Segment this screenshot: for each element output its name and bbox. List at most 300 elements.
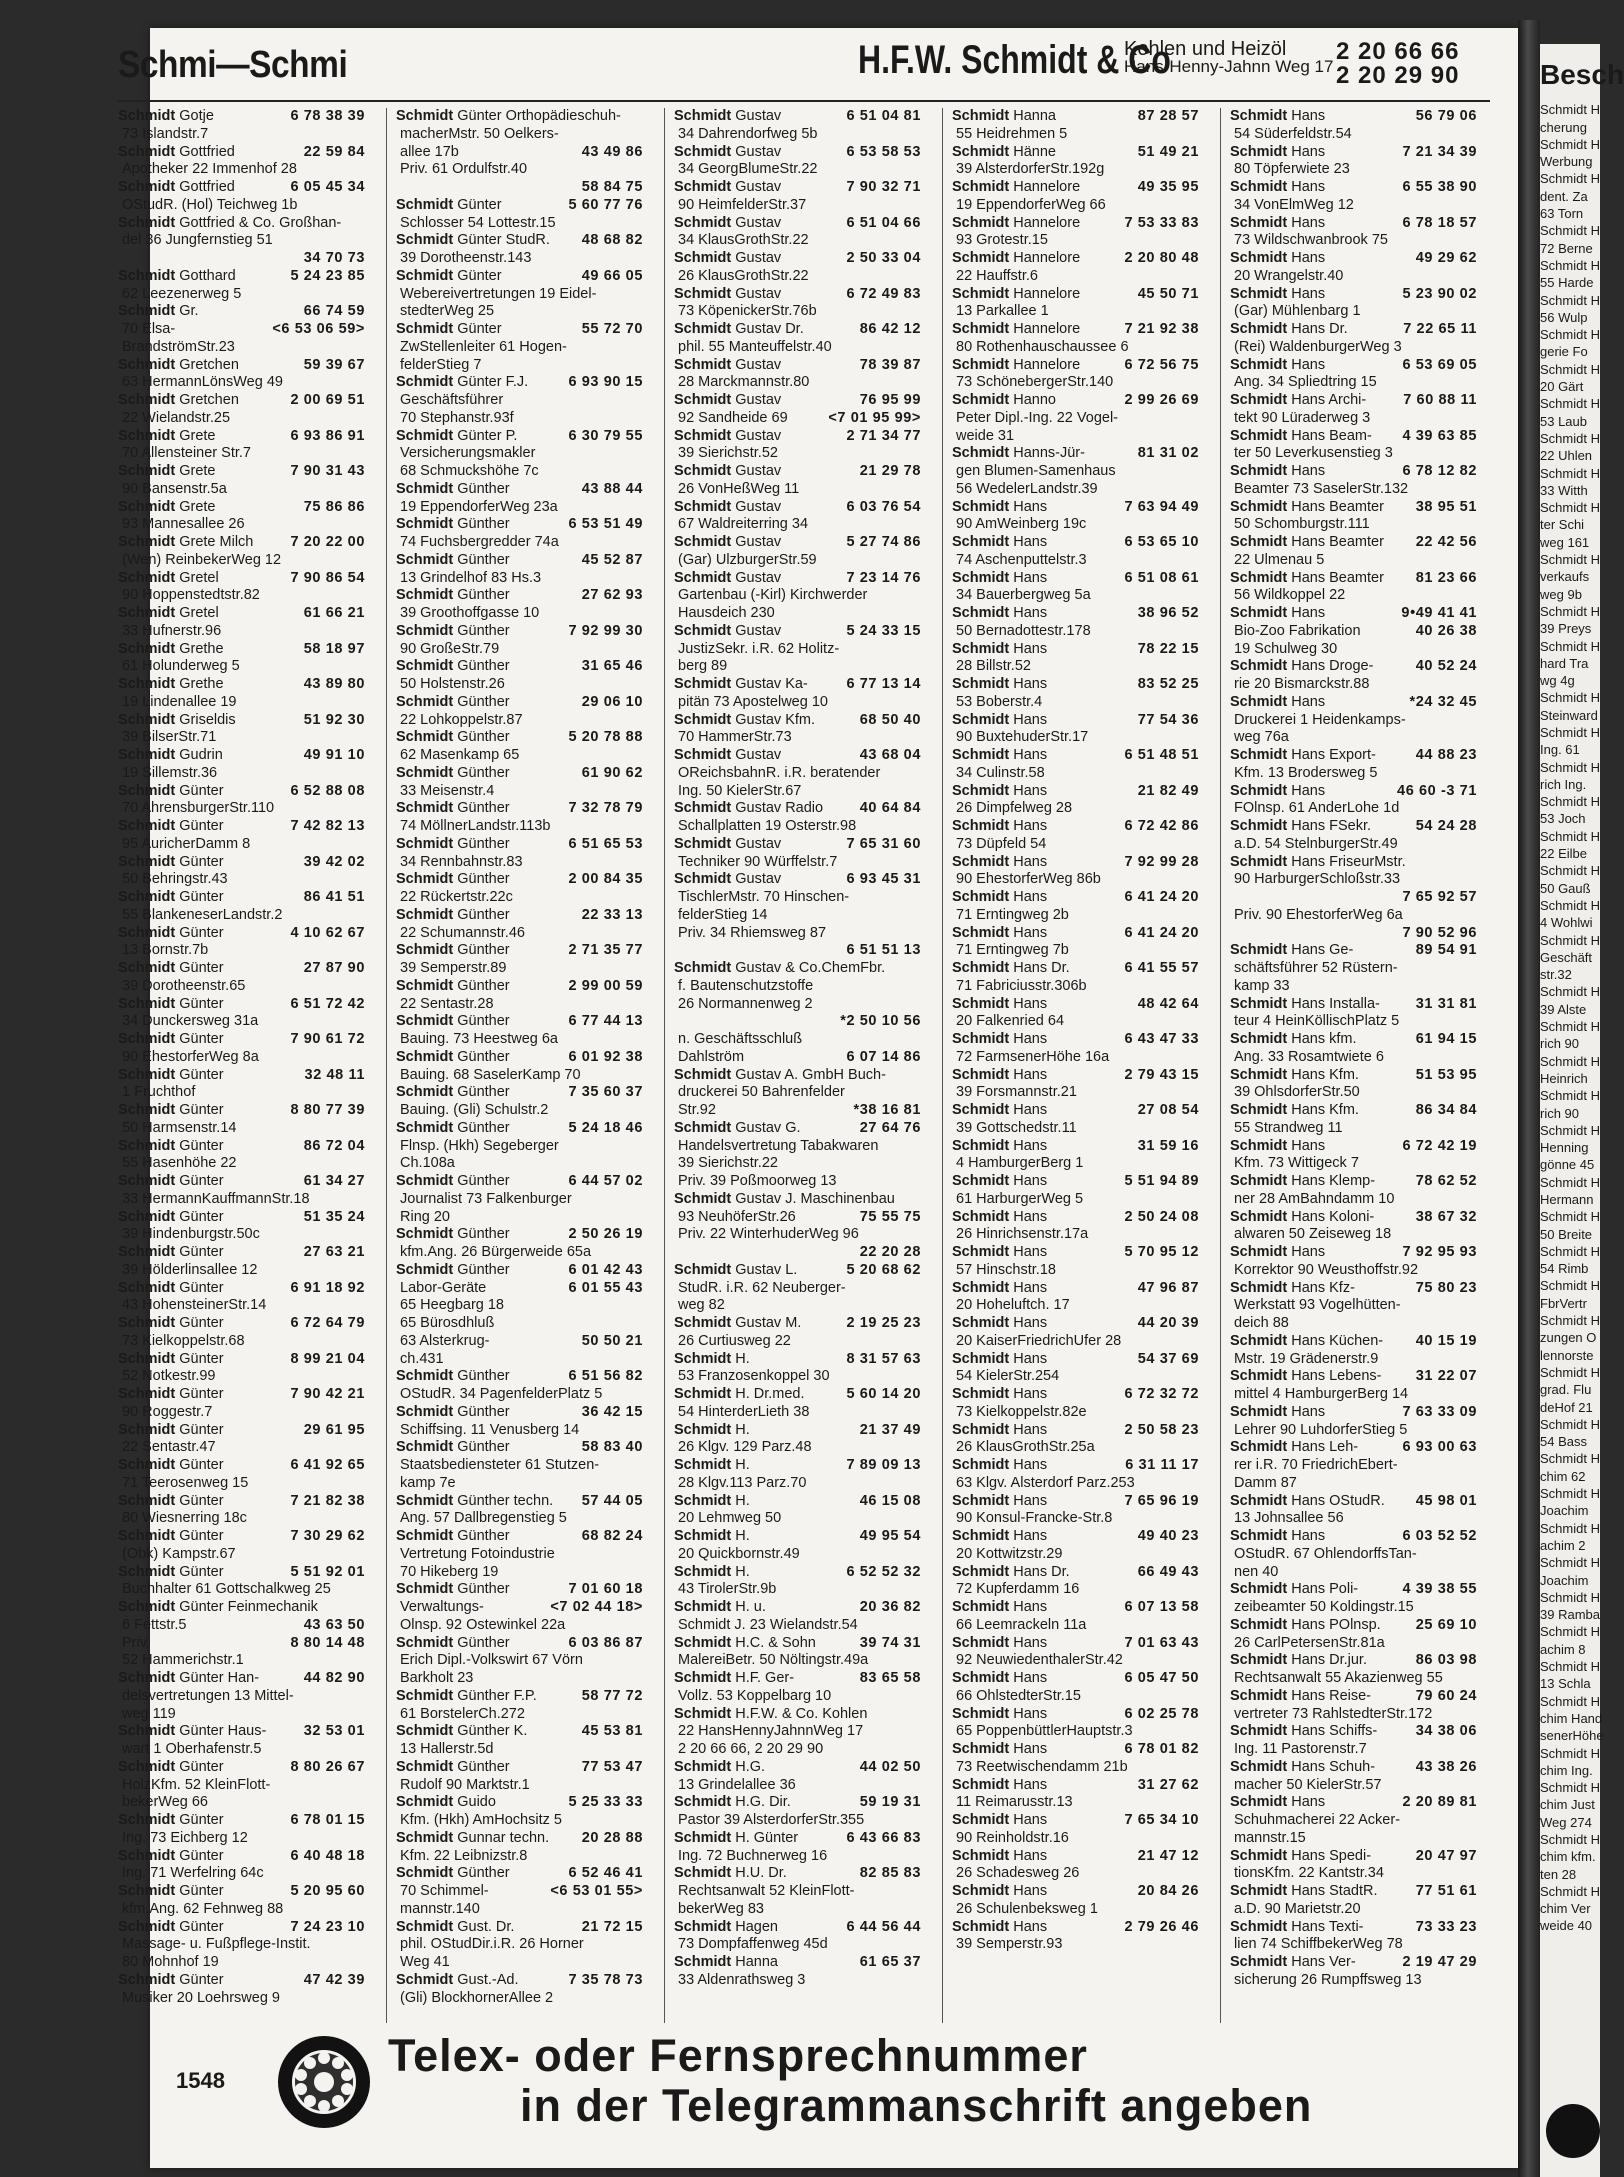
adjacent-page-line: 22 Uhlen xyxy=(1540,448,1593,464)
listing-entry-line xyxy=(952,1546,1199,1564)
entry-details: Buchhalter 61 Gottschalkweg 25 xyxy=(122,1581,331,1598)
entry-text xyxy=(674,126,817,144)
entry-details: H. xyxy=(735,1528,750,1544)
entry-phone: 7 32 78 79 xyxy=(568,800,643,817)
entry-details: Günther xyxy=(457,693,510,710)
adjacent-page-line: Schmidt H xyxy=(1540,171,1600,187)
entry-phone: 44 88 23 xyxy=(1415,747,1477,763)
entry-text xyxy=(674,1688,831,1706)
entry-text xyxy=(1230,1954,1356,1972)
entry-details: (Gli) BlockhornerAllee 2 xyxy=(400,1989,554,2006)
entry-phone: 34 38 06 xyxy=(1415,1723,1477,1740)
listing-entry-line xyxy=(1230,1049,1477,1067)
adjacent-page-line: Schmidt H xyxy=(1540,1520,1600,1536)
listing-entry-line xyxy=(952,1865,1199,1883)
entry-details: 93 NeuhöferStr.26 xyxy=(678,1208,796,1225)
entry-text xyxy=(396,658,510,676)
entry-text xyxy=(118,800,274,818)
entry-details: Gustav & Co.ChemFbr. xyxy=(735,960,886,976)
entry-surname: Schmidt xyxy=(396,1528,454,1544)
listing-entry xyxy=(118,676,365,694)
entry-text xyxy=(1230,1581,1358,1599)
entry-details: kamp 7e xyxy=(400,1474,456,1491)
entry-details: 63 HermannLönsWeg 49 xyxy=(122,374,283,391)
entry-details: Mstr. 19 Grädenerstr.9 xyxy=(1234,1350,1379,1367)
entry-phone: 6 53 69 05 xyxy=(1402,356,1477,373)
listing-entry xyxy=(118,1528,365,1546)
entry-text xyxy=(1230,1191,1394,1209)
entry-text xyxy=(674,1830,798,1848)
entry-details: 20 KaiserFriedrichUfer 28 xyxy=(956,1332,1122,1349)
entry-text xyxy=(118,1368,216,1386)
listing-entry xyxy=(396,1830,643,1848)
listing-entry-line xyxy=(952,978,1199,996)
entry-text xyxy=(674,960,885,978)
listing-entry-line xyxy=(674,1439,921,1457)
entry-details: 43 HohensteinerStr.14 xyxy=(122,1297,267,1314)
listing-entry-line xyxy=(952,800,1199,818)
entry-details: 39 Hindenburgstr.50c xyxy=(122,1226,260,1243)
entry-details: Olnsp. 92 Ostewinkel 22a xyxy=(400,1616,566,1633)
entry-details: weg 76a xyxy=(1234,729,1289,746)
entry-phone: 75 86 86 xyxy=(303,498,365,515)
listing-entry xyxy=(674,1794,921,1812)
entry-text xyxy=(118,197,297,215)
entry-details: OStudR. 34 PagenfelderPlatz 5 xyxy=(400,1386,603,1402)
listing-entry-line xyxy=(674,339,921,357)
entry-text xyxy=(1230,1723,1377,1741)
dial-hole xyxy=(318,2100,330,2112)
adjacent-page-line: Schmidt H xyxy=(1540,638,1600,654)
entry-phone: 2 19 47 29 xyxy=(1402,1954,1477,1970)
entry-surname: Schmidt xyxy=(674,1794,732,1811)
entry-text xyxy=(396,286,596,304)
entry-surname: Schmidt xyxy=(952,1457,1010,1473)
listing-entry xyxy=(1230,1280,1477,1298)
entry-details: 39 Sierichstr.52 xyxy=(678,445,778,462)
entry-text xyxy=(952,321,1080,339)
entry-phone: 8 31 57 63 xyxy=(846,1350,921,1367)
entry-details: Günter xyxy=(179,1244,224,1260)
entry-phone: 86 72 04 xyxy=(303,1137,365,1154)
entry-text xyxy=(1230,1901,1361,1919)
entry-text xyxy=(952,268,1038,286)
entry-surname: Schmidt xyxy=(396,108,454,124)
adjacent-page-line: Werbung xyxy=(1540,154,1593,170)
listing-entry-line xyxy=(674,1883,921,1901)
entry-text xyxy=(1230,800,1399,818)
entry-details: 90 EhestorferWeg 8a xyxy=(122,1048,259,1065)
entry-text xyxy=(396,1883,489,1901)
entry-details: Hans Küchen- xyxy=(1291,1332,1384,1349)
entry-details: 73 Kielkoppelstr.82e xyxy=(956,1403,1087,1420)
listing-entry-line xyxy=(1230,1936,1477,1954)
entry-details: 55 Strandweg 11 xyxy=(1234,1119,1343,1136)
listing-entry-line xyxy=(118,1706,365,1724)
listing-entry-line xyxy=(396,534,643,552)
entry-details: Bauing. 73 Heestweg 6a xyxy=(400,1031,558,1047)
entry-text xyxy=(396,1848,527,1866)
entry-details: Hans xyxy=(1013,1066,1048,1083)
listing-entry-line xyxy=(674,1049,921,1067)
entry-phone: 61 34 27 xyxy=(303,1173,365,1189)
entry-surname: Schmidt xyxy=(952,1386,1010,1402)
entry-text xyxy=(674,1351,750,1369)
entry-text xyxy=(396,1972,518,1990)
entry-details: Rudolf 90 Marktstr.1 xyxy=(400,1776,530,1793)
entry-details: schäftsführer 52 Rüstern- xyxy=(1234,960,1398,976)
adjacent-page-line: 33 Witth xyxy=(1540,482,1588,498)
footer-advert-line2: in der Telegrammanschrift angeben xyxy=(520,2080,1313,2131)
listing-entry xyxy=(396,1262,643,1280)
entry-text xyxy=(1230,889,1234,907)
listing-entry xyxy=(952,499,1199,517)
entry-phone: 7 92 95 93 xyxy=(1402,1244,1477,1260)
entry-details: H. Günter xyxy=(735,1829,799,1846)
entry-details: Ch.108a xyxy=(400,1155,455,1172)
entry-text xyxy=(1230,871,1400,889)
entry-details: Günther xyxy=(457,977,510,994)
entry-details: 26 Schadesweg 26 xyxy=(956,1865,1080,1882)
entry-phone: 6 41 24 20 xyxy=(1124,924,1199,941)
entry-phone: 6 72 42 19 xyxy=(1402,1137,1477,1154)
entry-details: 26 Schulenbeksweg 1 xyxy=(956,1900,1098,1917)
entry-phone: 5 70 95 12 xyxy=(1124,1244,1199,1260)
entry-surname: Schmidt xyxy=(118,1421,176,1438)
listing-entry-line xyxy=(1230,1599,1477,1617)
entry-text xyxy=(952,499,1047,517)
entry-details: 55 Hasenhöhe 22 xyxy=(122,1155,237,1172)
entry-phone: 81 23 66 xyxy=(1415,569,1477,586)
entry-details: tekt 90 Lüraderweg 3 xyxy=(1234,409,1371,426)
entry-text xyxy=(1230,268,1343,286)
entry-text xyxy=(1230,428,1372,446)
entry-details: Hans xyxy=(1291,250,1326,266)
entry-surname: Schmidt xyxy=(674,1954,732,1970)
entry-text xyxy=(118,925,224,943)
entry-surname: Schmidt xyxy=(396,729,454,746)
entry-details: Günther xyxy=(457,587,510,604)
entry-phone: 77 51 61 xyxy=(1415,1883,1477,1899)
listing-entry xyxy=(118,1422,365,1440)
entry-details: Hans Beamter xyxy=(1291,569,1384,586)
entry-details: Apotheker 22 Immenhof 28 xyxy=(122,161,297,178)
entry-text xyxy=(118,996,224,1014)
entry-surname: Schmidt xyxy=(674,427,732,444)
listing-entry-line xyxy=(396,1333,643,1351)
entry-text xyxy=(674,658,727,676)
entry-surname: Schmidt xyxy=(952,924,1010,941)
entry-phone: 6 30 79 55 xyxy=(568,427,643,444)
listing-entry-line xyxy=(118,836,365,854)
entry-details: sicherung 26 Rumpffsweg 13 xyxy=(1234,1971,1422,1988)
entry-details: Hans xyxy=(1013,747,1048,763)
listing-entry xyxy=(952,250,1199,268)
listing-entry-line xyxy=(952,1404,1199,1422)
entry-details: H. xyxy=(735,1421,750,1438)
entry-details: Hans xyxy=(1291,1137,1326,1154)
entry-surname: Schmidt xyxy=(1230,250,1288,266)
listing-entry-line xyxy=(952,552,1199,570)
entry-details: Hans xyxy=(1013,605,1048,621)
listing-entry xyxy=(1230,1954,1477,1972)
adjacent-page-line: rich Ing. xyxy=(1540,776,1587,792)
entry-text xyxy=(396,1315,494,1333)
entry-text xyxy=(396,729,510,747)
listing-entry-line xyxy=(1230,1262,1477,1280)
entry-text xyxy=(396,1226,510,1244)
entry-details: Hans xyxy=(1013,782,1048,799)
entry-details: Hans Dr.jur. xyxy=(1291,1652,1367,1669)
entry-phone: 55 72 70 xyxy=(581,321,643,337)
listing-entry-line xyxy=(952,1759,1199,1777)
entry-text xyxy=(952,1599,1047,1617)
entry-phone: 7 90 31 43 xyxy=(290,463,365,479)
listing-entry xyxy=(1230,1439,1477,1457)
entry-surname: Schmidt xyxy=(674,108,732,124)
entry-surname: Schmidt xyxy=(118,782,176,799)
listing-entry xyxy=(952,1422,1199,1440)
entry-details: ch.431 xyxy=(400,1350,444,1367)
entry-text xyxy=(396,552,510,570)
entry-details: Günter xyxy=(179,1315,224,1331)
entry-surname: Schmidt xyxy=(674,711,732,728)
entry-surname: Schmidt xyxy=(674,498,732,515)
entry-text xyxy=(118,978,245,996)
entry-text xyxy=(118,161,297,179)
entry-phone: 5 51 92 01 xyxy=(290,1563,365,1580)
entry-details: Hans Schuh- xyxy=(1291,1758,1376,1775)
entry-phone: 5 23 90 02 xyxy=(1402,285,1477,302)
listing-entry-line xyxy=(674,1297,921,1315)
entry-text xyxy=(396,907,510,925)
entry-surname: Schmidt xyxy=(674,871,732,888)
listing-entry xyxy=(674,871,921,889)
entry-details: rie 20 Bismarckstr.88 xyxy=(1234,676,1370,692)
entry-details: Günther xyxy=(457,764,510,781)
listing-entry xyxy=(118,1972,365,1990)
listing-entry-line xyxy=(396,1102,643,1120)
entry-details: Hans POlnsp. xyxy=(1291,1616,1381,1633)
entry-details: Günther xyxy=(457,1634,510,1651)
adjacent-page-line: chim kfm. xyxy=(1540,1849,1596,1865)
entry-phone: 6 43 47 33 xyxy=(1124,1031,1199,1047)
listing-entry-line xyxy=(1230,481,1477,499)
entry-text xyxy=(952,1865,1079,1883)
entry-text xyxy=(396,587,510,605)
entry-phone: *24 32 45 xyxy=(1409,693,1477,710)
listing-entry xyxy=(674,1919,921,1937)
listing-entry xyxy=(1230,392,1477,410)
entry-text xyxy=(118,534,253,552)
entry-details: 61 HarburgerWeg 5 xyxy=(956,1190,1084,1207)
listing-entry xyxy=(396,1635,643,1653)
entry-details: a.D. 54 StelnburgerStr.49 xyxy=(1234,835,1398,852)
listing-entry xyxy=(952,605,1199,623)
entry-phone: 57 44 05 xyxy=(581,1492,643,1509)
entry-phone: 2 00 84 35 xyxy=(568,871,643,888)
listing-entry-line xyxy=(396,570,643,588)
entry-details: Günter StudR. xyxy=(457,232,550,249)
entry-phone: 7 60 88 11 xyxy=(1403,392,1477,408)
entry-surname: Schmidt xyxy=(118,534,176,550)
listing-entry xyxy=(396,1794,643,1812)
entry-surname: Schmidt xyxy=(1230,995,1288,1012)
listing-entry-line xyxy=(674,1510,921,1528)
entry-surname: Schmidt xyxy=(674,747,732,763)
entry-text xyxy=(396,1404,510,1422)
entry-text xyxy=(1230,587,1345,605)
entry-phone: 66 74 59 xyxy=(303,303,365,320)
listing-entry xyxy=(1230,1138,1477,1156)
entry-text xyxy=(118,658,240,676)
entry-details: Günther techn. xyxy=(457,1492,554,1509)
entry-phone: 61 90 62 xyxy=(581,764,643,781)
entry-surname: Schmidt xyxy=(118,676,176,692)
entry-phone: 6 01 55 43 xyxy=(568,1279,643,1296)
listing-entry-line xyxy=(952,1013,1199,1031)
listing-entry-line xyxy=(674,1404,921,1422)
entry-surname: Schmidt xyxy=(952,108,1010,124)
listing-entry xyxy=(1230,179,1477,197)
listing-entry xyxy=(396,623,643,641)
entry-details: 52 Hammerichstr.1 xyxy=(122,1652,244,1669)
entry-details: 26 Dimpfelweg 28 xyxy=(956,800,1073,817)
entry-phone: 2 99 00 59 xyxy=(568,977,643,994)
adjacent-page-line: Schmidt H xyxy=(1540,1019,1600,1035)
listing-entry xyxy=(952,357,1199,375)
entry-details: H. xyxy=(735,1492,750,1509)
adjacent-page-line: 22 Eilbe xyxy=(1540,846,1587,862)
entry-phone: 7 89 09 13 xyxy=(846,1457,921,1473)
entry-phone: 6 03 76 54 xyxy=(846,498,921,515)
entry-text xyxy=(118,1404,212,1422)
entry-details: 90 Bansenstr.5a xyxy=(122,480,227,497)
entry-details: Hans Beam- xyxy=(1291,427,1372,444)
adjacent-page-line: Ing. 61 xyxy=(1540,742,1580,758)
listing-entry-line xyxy=(674,1031,921,1049)
entry-text xyxy=(396,1581,510,1599)
entry-details: Hans xyxy=(1013,1599,1048,1615)
entry-text xyxy=(952,179,1080,197)
entry-details: Beamter 73 SaselerStr.132 xyxy=(1234,480,1409,497)
entry-text xyxy=(118,1191,310,1209)
entry-text xyxy=(674,1439,812,1457)
entry-details: Hans xyxy=(1013,1208,1048,1225)
entry-details: Hans xyxy=(1013,1812,1048,1828)
entry-details: Hans xyxy=(1013,889,1048,905)
entry-text xyxy=(118,854,224,872)
entry-details: Günter xyxy=(179,1421,224,1438)
entry-details: kfm.Ang. 62 Fehnweg 88 xyxy=(122,1900,284,1917)
listing-entry-line xyxy=(1230,676,1477,694)
entry-text xyxy=(952,1049,1109,1067)
entry-phone: 7 92 99 28 xyxy=(1124,853,1199,870)
entry-details: 70 Hikeberg 19 xyxy=(400,1563,499,1580)
listing-entry xyxy=(952,1386,1199,1404)
entry-details: Peter Dipl.-Ing. 22 Vogel- xyxy=(956,409,1119,426)
entry-text xyxy=(396,1049,510,1067)
entry-details: Hans xyxy=(1013,1528,1048,1544)
entry-details: Hans xyxy=(1291,108,1326,124)
entry-surname: Schmidt xyxy=(674,1670,732,1686)
header-ad-phone2: 2 20 29 90 xyxy=(1336,62,1460,89)
listing-entry-line xyxy=(1230,1777,1477,1795)
entry-text xyxy=(1230,747,1376,765)
entry-phone: 2 50 24 08 xyxy=(1124,1208,1199,1225)
entry-text xyxy=(1230,1262,1418,1280)
entry-text xyxy=(952,1493,1047,1511)
listing-entry xyxy=(952,1528,1199,1546)
adjacent-page-lines xyxy=(1540,101,1604,1934)
entry-details: Günter xyxy=(457,267,502,284)
entry-surname: Schmidt xyxy=(1230,534,1288,550)
entry-phone: 6 41 92 65 xyxy=(290,1457,365,1473)
entry-text xyxy=(952,463,1116,481)
entry-text xyxy=(674,232,809,250)
entry-surname: Schmidt xyxy=(396,232,454,249)
entry-details: 4 HamburgerBerg 1 xyxy=(956,1155,1084,1172)
entry-surname: Schmidt xyxy=(118,1031,176,1047)
entry-text xyxy=(674,996,813,1014)
column-divider xyxy=(664,108,665,2023)
entry-text xyxy=(952,144,1056,162)
listing-entry xyxy=(118,144,365,162)
entry-text xyxy=(1230,1315,1289,1333)
header-ad-firm: H.F.W. Schmidt & Co xyxy=(858,38,1171,82)
entry-details: Hans xyxy=(1013,1137,1048,1154)
entry-surname: Schmidt xyxy=(118,392,176,408)
listing-entry xyxy=(952,1564,1199,1582)
entry-details: 39 Groothoffgasse 10 xyxy=(400,605,540,621)
listing-entry-line xyxy=(674,765,921,783)
listing-entry-line xyxy=(1230,232,1477,250)
adjacent-page-line: Schmidt H xyxy=(1540,863,1600,879)
page-range-heading: Schmi—Schmi xyxy=(118,44,348,86)
entry-details: Verwaltungs- xyxy=(400,1599,484,1615)
entry-text xyxy=(1230,179,1325,197)
entry-text xyxy=(396,1209,450,1227)
entry-text xyxy=(1230,1652,1367,1670)
entry-phone: 7 53 33 83 xyxy=(1124,214,1199,231)
entry-details: 34 Dahrendorfweg 5b xyxy=(678,125,818,142)
listing-entry-line xyxy=(118,1191,365,1209)
listing-entry xyxy=(952,1244,1199,1262)
listing-entry xyxy=(1230,605,1477,623)
listing-entry-line xyxy=(952,428,1199,446)
entry-surname: Schmidt xyxy=(396,1865,454,1882)
entry-text xyxy=(1230,250,1325,268)
entry-details: BrandströmStr.23 xyxy=(122,338,235,355)
listing-entry-line xyxy=(674,1475,921,1493)
entry-surname: Schmidt xyxy=(1230,1208,1288,1225)
entry-surname: Schmidt xyxy=(1230,1883,1288,1899)
entry-surname: Schmidt xyxy=(952,1137,1010,1154)
entry-text xyxy=(674,623,781,641)
entry-text xyxy=(674,1848,827,1866)
listing-entry-line xyxy=(952,942,1199,960)
entry-surname: Schmidt xyxy=(396,427,454,444)
entry-phone: 45 52 87 xyxy=(581,551,643,568)
entry-details: mannstr.140 xyxy=(400,1900,480,1917)
adjacent-page-line: chim Hand xyxy=(1540,1710,1603,1726)
entry-details: Hans xyxy=(1291,1244,1326,1260)
listing-entry-line xyxy=(952,1084,1199,1102)
entry-text xyxy=(952,729,1088,747)
listing-entry-line xyxy=(396,1351,643,1369)
entry-text xyxy=(1230,1297,1401,1315)
entry-details: 53 Franzosenkoppel 30 xyxy=(678,1368,830,1385)
